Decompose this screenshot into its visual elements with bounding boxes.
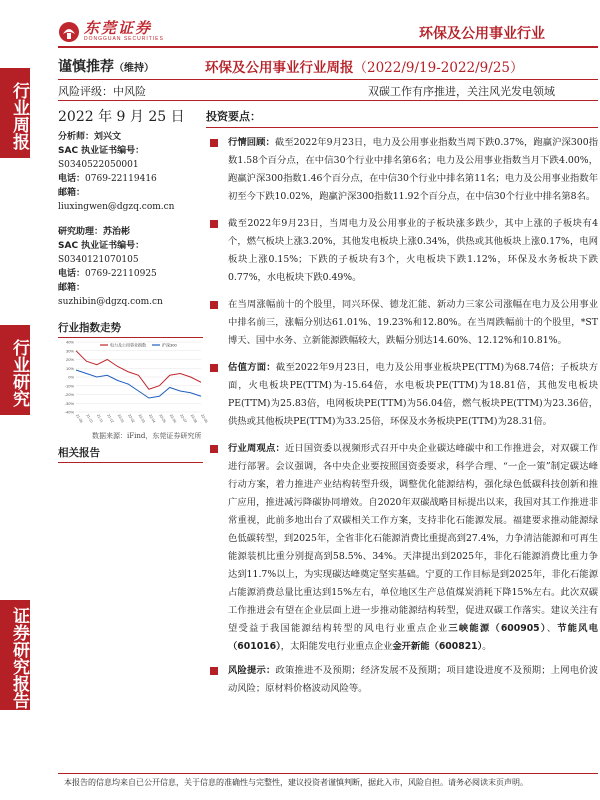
x-tick-label: 22-02 [127,413,136,424]
title-divider [58,79,598,80]
y-tick-label: 30% [65,348,74,354]
chart-source: 数据来源：iFind，东莞证券研究所 [92,432,202,440]
stock-link: 三峡能源（600905） [448,623,547,634]
report-subtitle: 双碳工作有序推进，关注风光发电领域 [368,85,555,98]
side-tab-research: 行业研究 [0,325,30,415]
rating [58,56,154,76]
analyst-phone-label: 电话： [58,174,86,184]
bullet-text: 政策推进不及预期；经济发展不及预期；项目建设进度不及预期；上网电价波动风险；原材料价格波动风险等。 [228,665,598,694]
report-date: 2022 年 9 月 25 日 [58,109,185,125]
company-logo [58,21,164,43]
legend-label: 沪深300 [162,342,177,348]
report-title [205,56,524,76]
bullet-text-mid: ，太阳能发电行业重点企业 [280,641,393,652]
assistant-role: 研究助理： [58,227,104,237]
report-title-dates: （2022/9/19-2022/9/25） [353,60,524,76]
bullet-market-review [206,134,598,206]
bullet-head: 估值方面： [228,362,276,373]
analyst-email[interactable]: liuxingwen@dgzq.com.cn [58,202,175,212]
bullet-sub-sectors [206,215,598,287]
bullet-square-icon [210,445,218,453]
rating-value: 谨慎推荐 [58,59,114,75]
assistant-phone-label: 电话： [58,269,86,279]
logo-en-text: DONGGUAN SECURITIES [84,36,164,42]
assistant-block [58,225,203,309]
side-tab-report: 证券研究报告 [0,600,30,710]
y-tick-label: 0% [68,374,74,380]
stock-link: 金开新能（600821） [392,641,483,652]
bullet-stocks [206,296,598,350]
x-tick-label: 21-10 [85,413,94,424]
x-tick-label: 22-05 [158,413,167,424]
series-line-power [76,351,201,390]
analyst-block [58,130,203,214]
bullet-text: 截至2022年9月23日，电力及公用事业板块PE(TTM)为68.74倍；子板块方面，火电板块PE(TTM)为-15.64倍，水电板块PE(TTM)为18.81倍，其他发电板块PE(TTM)为25.83倍，电网板块PE(TTM)为56.04倍，燃气板块PE(TTM)为23.36倍，供热或其他板块PE(TTM)为33.25倍，环保及水务板块PE(TTM)为28.31倍。 [228,362,598,427]
bullet-text: 近日国资委以视频形式召开中央企业碳达峰碳中和工作推进会，对双碳工作进行部署。会议强调，各中央企业要按照国资委要求，科学合理、“一企一策”制定碳达峰行动方案，着力推进产业结构转型升级，调整优化能源结构，强化绿色低碳科技创新和推广应用，推进减污降碳协同增效。自2020年双碳战略目标提出以来，我国对其工作推进非常重视，此前多地出台了双碳相关工作方案，支持非化石能源发展。福建要求推动能源绿色低碳转型，到2025年，全省非化石能源消费比重提高到27.4%，力争清洁能源和可再生能源装机比重分别提高到58.5%、34%。天津提出到2025年，非化石能源消费比重力争达到11.7%以上，为实现碳达峰奠定坚实基础。宁夏的工作目标是到2025年，非化石能源占能源消费总量比重达到15%左右，单位地区生产总值煤炭消耗下降15%左右。此次双碳工作推进会有望在企业层面上进一步推动能源结构转型，促进双碳工作落实。建议关注有望受益于我国能源结构转型的风电行业重点企业 [228,443,598,634]
legend-label: 电力及公用事业指数 [110,342,146,348]
footer-divider [58,773,598,774]
footer-disclaimer: 本报告的信息均来自已公开信息，关于信息的准确性与完整性，建议投资者谨慎判断，据此入市，风险自担。请务必阅读末页声明。 [64,778,528,787]
bullet-valuation [206,359,598,431]
assistant-phone: 0769-22110925 [85,269,157,279]
assistant-cert-label: SAC 执业证书编号： [58,241,145,251]
analyst-cert-label: SAC 执业证书编号： [58,146,145,156]
bullet-text: 截至2022年9月23日，当周电力及公用事业的子板块涨多跌少，其中上涨的子板块有4个，燃气板块上涨3.20%，其他发电板块上涨0.34%，供热或其他板块上涨0.17%，电网板块上涨0.15%；下跌的子板块有3个，火电板块下跌1.12%，环保及水务板块下跌0.77%，水电板块下跌0.49%。 [228,218,598,283]
rating-note: （维持） [114,63,154,74]
analyst-cert: S0340522050001 [58,160,139,170]
analyst-name: 刘兴文 [94,132,122,142]
y-tick-label: -20% [64,392,74,397]
separator: 、 [546,623,558,634]
bullet-text: 截至2022年9月23日，电力及公用事业指数当周下跌0.37%，跑赢沪深300指数1.58个百分点，在中信30个行业中排名第6名；电力及公用事业指数当月下跌4.00%，跑赢沪深300指数1.46个百分点，在中信30个行业中排名第11名；电力及公用事业指数年初至今下跌10.02%，跑赢沪深300指数11.92个百分点，在中信30个行业中排名第8名。 [228,137,598,202]
industry-header: 环保及公用事业行业 [419,26,545,42]
y-tick-label: -10% [64,383,74,389]
subtitle-divider [58,100,598,101]
x-tick-label: 22-06 [168,413,177,424]
investment-header: 投资要点： [206,108,598,128]
bullet-head: 行业周观点： [228,443,285,454]
bullet-head: 行情回顾： [228,137,275,148]
x-tick-label: 21-11 [95,413,104,424]
bullet-text: 在当周涨幅前十的个股里，同兴环保、德龙汇能、新动力三家公司涨幅在电力及公用事业中排名前三，涨幅分别达61.01%、19.23%和12.80%。在当周跌幅前十的个股里，*ST博天、国中水务、立新能源跌幅较大，跌幅分别达14.60%、12.12%和10.81%。 [228,299,598,346]
assistant-cert: S0340121070105 [58,255,139,265]
x-tick-label: 21-12 [106,413,115,424]
analyst-role: 分析师： [58,132,95,142]
x-tick-label: 22-07 [179,413,188,424]
assistant-email-label: 邮箱： [58,283,86,293]
bullet-weekly-view [206,440,598,656]
analyst-email-label: 邮箱： [58,188,86,198]
index-trend-chart [58,338,209,428]
x-tick-label: 22-03 [137,413,146,424]
x-tick-label: 22-01 [116,413,125,424]
bullet-square-icon [210,220,218,228]
stock-link: 节能风电（601016） [228,623,598,652]
bullet-square-icon [210,139,218,147]
y-tick-label: -30% [64,400,74,406]
logo-cn-text: 东莞证券 [84,19,153,37]
bullet-head: 风险提示： [228,665,276,676]
bullet-square-icon [210,301,218,309]
bullet-text-end: 。 [482,641,492,652]
assistant-email[interactable]: suzhibin@dgzq.com.cn [58,297,163,307]
header-divider [58,46,598,48]
related-reports-header: 相关报告 [58,445,203,463]
bullet-square-icon [210,364,218,372]
bullet-risk [206,662,598,698]
report-title-text: 环保及公用事业行业周报 [205,60,354,76]
y-tick-label: 10% [65,365,74,371]
index-trend-header: 行业指数走势 [58,320,203,338]
x-tick-label: 21-09 [75,413,84,424]
side-tab-weekly: 行业周报 [0,68,30,158]
analyst-phone: 0769-22119416 [85,174,157,184]
x-tick-label: 22-09 [200,413,209,424]
investment-points [206,134,598,698]
logo-mark-icon [58,21,80,43]
x-tick-label: 22-08 [189,413,198,424]
bullet-square-icon [210,667,218,675]
x-tick-label: 22-04 [148,413,157,424]
assistant-name: 苏治彬 [103,227,131,237]
y-tick-label: -40% [64,409,74,415]
y-tick-label: 20% [65,357,74,362]
y-tick-label: 40% [65,339,74,345]
risk-level: 风险评级：中风险 [58,85,146,98]
